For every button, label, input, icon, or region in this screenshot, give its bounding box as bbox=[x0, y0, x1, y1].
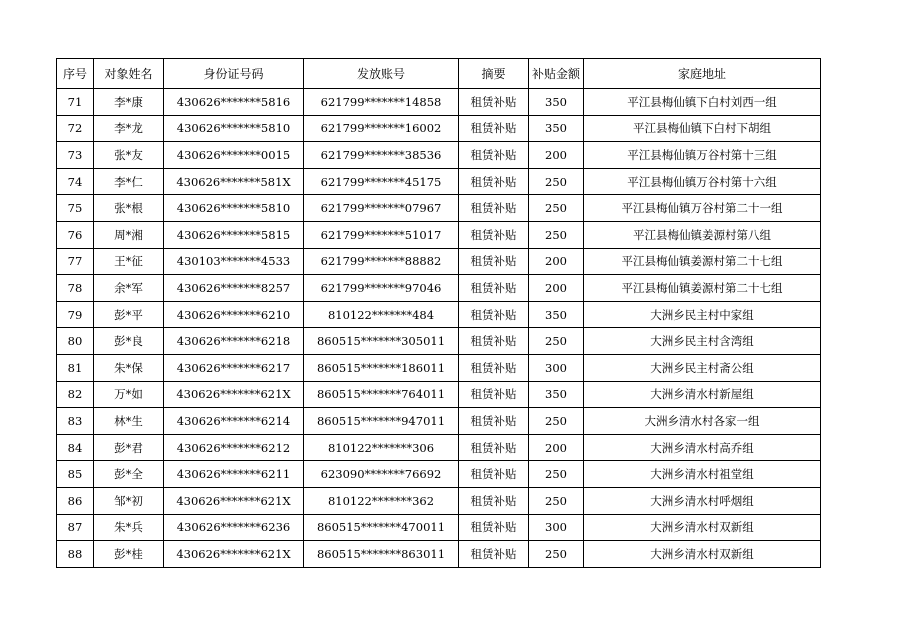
id-number-cell: 430626*******0015 bbox=[164, 142, 304, 169]
account-number-cell: 860515*******305011 bbox=[304, 328, 459, 355]
summary-cell: 租赁补贴 bbox=[459, 142, 529, 169]
summary-cell: 租赁补贴 bbox=[459, 434, 529, 461]
serial-number-cell: 85 bbox=[57, 461, 94, 488]
summary-cell: 租赁补贴 bbox=[459, 275, 529, 302]
home-address-cell: 平江县梅仙镇下白村下胡组 bbox=[584, 115, 821, 142]
table-row bbox=[57, 487, 821, 514]
account-number-cell: 860515*******863011 bbox=[304, 541, 459, 568]
account-number-cell: 621799*******88882 bbox=[304, 248, 459, 275]
serial-number-cell: 80 bbox=[57, 328, 94, 355]
id-number-cell: 430626*******5810 bbox=[164, 115, 304, 142]
subsidy-amount-cell: 350 bbox=[529, 381, 584, 408]
account-number-cell: 860515*******470011 bbox=[304, 514, 459, 541]
subsidy-amount-cell: 200 bbox=[529, 434, 584, 461]
table-row bbox=[57, 408, 821, 435]
recipient-name-cell: 张*根 bbox=[94, 195, 164, 222]
serial-number-cell: 73 bbox=[57, 142, 94, 169]
serial-number-cell: 83 bbox=[57, 408, 94, 435]
summary-cell: 租赁补贴 bbox=[459, 461, 529, 488]
serial-number-cell: 81 bbox=[57, 354, 94, 381]
table-row bbox=[57, 115, 821, 142]
recipient-name-cell: 彭*桂 bbox=[94, 541, 164, 568]
account-number-cell: 621799*******07967 bbox=[304, 195, 459, 222]
table-row bbox=[57, 301, 821, 328]
home-address-cell: 大洲乡清水村呼烟组 bbox=[584, 487, 821, 514]
id-number-cell: 430626*******621X bbox=[164, 487, 304, 514]
id-number-cell: 430626*******6212 bbox=[164, 434, 304, 461]
account-number-cell: 621799*******14858 bbox=[304, 89, 459, 116]
recipient-name-cell: 邹*初 bbox=[94, 487, 164, 514]
serial-number-cell: 74 bbox=[57, 168, 94, 195]
header-recipient-name: 对象姓名 bbox=[94, 59, 164, 89]
recipient-name-cell: 张*友 bbox=[94, 142, 164, 169]
serial-number-cell: 75 bbox=[57, 195, 94, 222]
summary-cell: 租赁补贴 bbox=[459, 115, 529, 142]
summary-cell: 租赁补贴 bbox=[459, 248, 529, 275]
summary-cell: 租赁补贴 bbox=[459, 89, 529, 116]
summary-cell: 租赁补贴 bbox=[459, 195, 529, 222]
home-address-cell: 大洲乡清水村新屋组 bbox=[584, 381, 821, 408]
serial-number-cell: 88 bbox=[57, 541, 94, 568]
summary-cell: 租赁补贴 bbox=[459, 328, 529, 355]
header-home-address: 家庭地址 bbox=[584, 59, 821, 89]
serial-number-cell: 84 bbox=[57, 434, 94, 461]
header-serial-number: 序号 bbox=[57, 59, 94, 89]
home-address-cell: 大洲乡清水村高乔组 bbox=[584, 434, 821, 461]
id-number-cell: 430626*******6211 bbox=[164, 461, 304, 488]
table-row bbox=[57, 168, 821, 195]
table-row bbox=[57, 541, 821, 568]
id-number-cell: 430626*******6214 bbox=[164, 408, 304, 435]
subsidy-amount-cell: 300 bbox=[529, 354, 584, 381]
subsidy-amount-cell: 200 bbox=[529, 275, 584, 302]
serial-number-cell: 78 bbox=[57, 275, 94, 302]
account-number-cell: 621799*******51017 bbox=[304, 221, 459, 248]
subsidy-amount-cell: 250 bbox=[529, 541, 584, 568]
recipient-name-cell: 彭*全 bbox=[94, 461, 164, 488]
account-number-cell: 860515*******186011 bbox=[304, 354, 459, 381]
account-number-cell: 623090*******76692 bbox=[304, 461, 459, 488]
table-row bbox=[57, 275, 821, 302]
subsidy-amount-cell: 350 bbox=[529, 115, 584, 142]
serial-number-cell: 87 bbox=[57, 514, 94, 541]
account-number-cell: 810122*******362 bbox=[304, 487, 459, 514]
id-number-cell: 430626*******6218 bbox=[164, 328, 304, 355]
header-summary: 摘要 bbox=[459, 59, 529, 89]
home-address-cell: 大洲乡清水村各家一组 bbox=[584, 408, 821, 435]
account-number-cell: 810122*******484 bbox=[304, 301, 459, 328]
table-row bbox=[57, 248, 821, 275]
home-address-cell: 大洲乡清水村双新组 bbox=[584, 541, 821, 568]
header-id-number: 身份证号码 bbox=[164, 59, 304, 89]
home-address-cell: 大洲乡民主村中家组 bbox=[584, 301, 821, 328]
subsidy-amount-cell: 250 bbox=[529, 487, 584, 514]
summary-cell: 租赁补贴 bbox=[459, 381, 529, 408]
id-number-cell: 430626*******5810 bbox=[164, 195, 304, 222]
home-address-cell: 平江县梅仙镇姜源村第二十七组 bbox=[584, 275, 821, 302]
serial-number-cell: 82 bbox=[57, 381, 94, 408]
subsidy-amount-cell: 250 bbox=[529, 328, 584, 355]
recipient-name-cell: 李*康 bbox=[94, 89, 164, 116]
recipient-name-cell: 万*如 bbox=[94, 381, 164, 408]
header-account-number: 发放账号 bbox=[304, 59, 459, 89]
recipient-name-cell: 彭*良 bbox=[94, 328, 164, 355]
home-address-cell: 大洲乡清水村双新组 bbox=[584, 514, 821, 541]
recipient-name-cell: 余*军 bbox=[94, 275, 164, 302]
recipient-name-cell: 林*生 bbox=[94, 408, 164, 435]
recipient-name-cell: 李*仁 bbox=[94, 168, 164, 195]
account-number-cell: 621799*******38536 bbox=[304, 142, 459, 169]
recipient-name-cell: 朱*保 bbox=[94, 354, 164, 381]
serial-number-cell: 77 bbox=[57, 248, 94, 275]
table-row bbox=[57, 89, 821, 116]
account-number-cell: 621799*******97046 bbox=[304, 275, 459, 302]
subsidy-sheet bbox=[56, 58, 821, 568]
recipient-name-cell: 彭*君 bbox=[94, 434, 164, 461]
home-address-cell: 平江县梅仙镇万谷村第十三组 bbox=[584, 142, 821, 169]
home-address-cell: 大洲乡民主村含湾组 bbox=[584, 328, 821, 355]
recipient-name-cell: 王*征 bbox=[94, 248, 164, 275]
summary-cell: 租赁补贴 bbox=[459, 541, 529, 568]
subsidy-amount-cell: 250 bbox=[529, 461, 584, 488]
recipient-name-cell: 朱*兵 bbox=[94, 514, 164, 541]
summary-cell: 租赁补贴 bbox=[459, 168, 529, 195]
serial-number-cell: 76 bbox=[57, 221, 94, 248]
serial-number-cell: 79 bbox=[57, 301, 94, 328]
home-address-cell: 大洲乡清水村祖堂组 bbox=[584, 461, 821, 488]
table-row bbox=[57, 328, 821, 355]
summary-cell: 租赁补贴 bbox=[459, 354, 529, 381]
subsidy-amount-cell: 250 bbox=[529, 168, 584, 195]
table-row bbox=[57, 142, 821, 169]
id-number-cell: 430626*******621X bbox=[164, 541, 304, 568]
subsidy-amount-cell: 200 bbox=[529, 142, 584, 169]
home-address-cell: 平江县梅仙镇下白村刘西一组 bbox=[584, 89, 821, 116]
subsidy-amount-cell: 250 bbox=[529, 408, 584, 435]
table-row bbox=[57, 434, 821, 461]
home-address-cell: 平江县梅仙镇万谷村第二十一组 bbox=[584, 195, 821, 222]
subsidy-amount-cell: 250 bbox=[529, 221, 584, 248]
account-number-cell: 860515*******764011 bbox=[304, 381, 459, 408]
home-address-cell: 平江县梅仙镇万谷村第十六组 bbox=[584, 168, 821, 195]
id-number-cell: 430626*******6236 bbox=[164, 514, 304, 541]
account-number-cell: 621799*******16002 bbox=[304, 115, 459, 142]
id-number-cell: 430626*******5816 bbox=[164, 89, 304, 116]
table-body bbox=[57, 89, 821, 568]
home-address-cell: 平江县梅仙镇姜源村第八组 bbox=[584, 221, 821, 248]
summary-cell: 租赁补贴 bbox=[459, 487, 529, 514]
serial-number-cell: 71 bbox=[57, 89, 94, 116]
table-row bbox=[57, 195, 821, 222]
id-number-cell: 430103*******4533 bbox=[164, 248, 304, 275]
subsidy-amount-cell: 350 bbox=[529, 89, 584, 116]
table-row bbox=[57, 221, 821, 248]
account-number-cell: 621799*******45175 bbox=[304, 168, 459, 195]
home-address-cell: 平江县梅仙镇姜源村第二十七组 bbox=[584, 248, 821, 275]
id-number-cell: 430626*******581X bbox=[164, 168, 304, 195]
home-address-cell: 大洲乡民主村斋公组 bbox=[584, 354, 821, 381]
recipient-name-cell: 彭*平 bbox=[94, 301, 164, 328]
id-number-cell: 430626*******6210 bbox=[164, 301, 304, 328]
summary-cell: 租赁补贴 bbox=[459, 221, 529, 248]
table-row bbox=[57, 354, 821, 381]
account-number-cell: 860515*******947011 bbox=[304, 408, 459, 435]
summary-cell: 租赁补贴 bbox=[459, 514, 529, 541]
serial-number-cell: 86 bbox=[57, 487, 94, 514]
subsidy-table bbox=[56, 58, 821, 568]
table-row bbox=[57, 381, 821, 408]
serial-number-cell: 72 bbox=[57, 115, 94, 142]
subsidy-amount-cell: 200 bbox=[529, 248, 584, 275]
table-row bbox=[57, 461, 821, 488]
subsidy-amount-cell: 300 bbox=[529, 514, 584, 541]
id-number-cell: 430626*******621X bbox=[164, 381, 304, 408]
recipient-name-cell: 周*湘 bbox=[94, 221, 164, 248]
recipient-name-cell: 李*龙 bbox=[94, 115, 164, 142]
id-number-cell: 430626*******5815 bbox=[164, 221, 304, 248]
summary-cell: 租赁补贴 bbox=[459, 301, 529, 328]
header-row bbox=[57, 59, 821, 89]
id-number-cell: 430626*******6217 bbox=[164, 354, 304, 381]
id-number-cell: 430626*******8257 bbox=[164, 275, 304, 302]
table-row bbox=[57, 514, 821, 541]
summary-cell: 租赁补贴 bbox=[459, 408, 529, 435]
account-number-cell: 810122*******306 bbox=[304, 434, 459, 461]
subsidy-amount-cell: 250 bbox=[529, 195, 584, 222]
subsidy-amount-cell: 350 bbox=[529, 301, 584, 328]
header-subsidy-amount: 补贴金额 bbox=[529, 59, 584, 89]
